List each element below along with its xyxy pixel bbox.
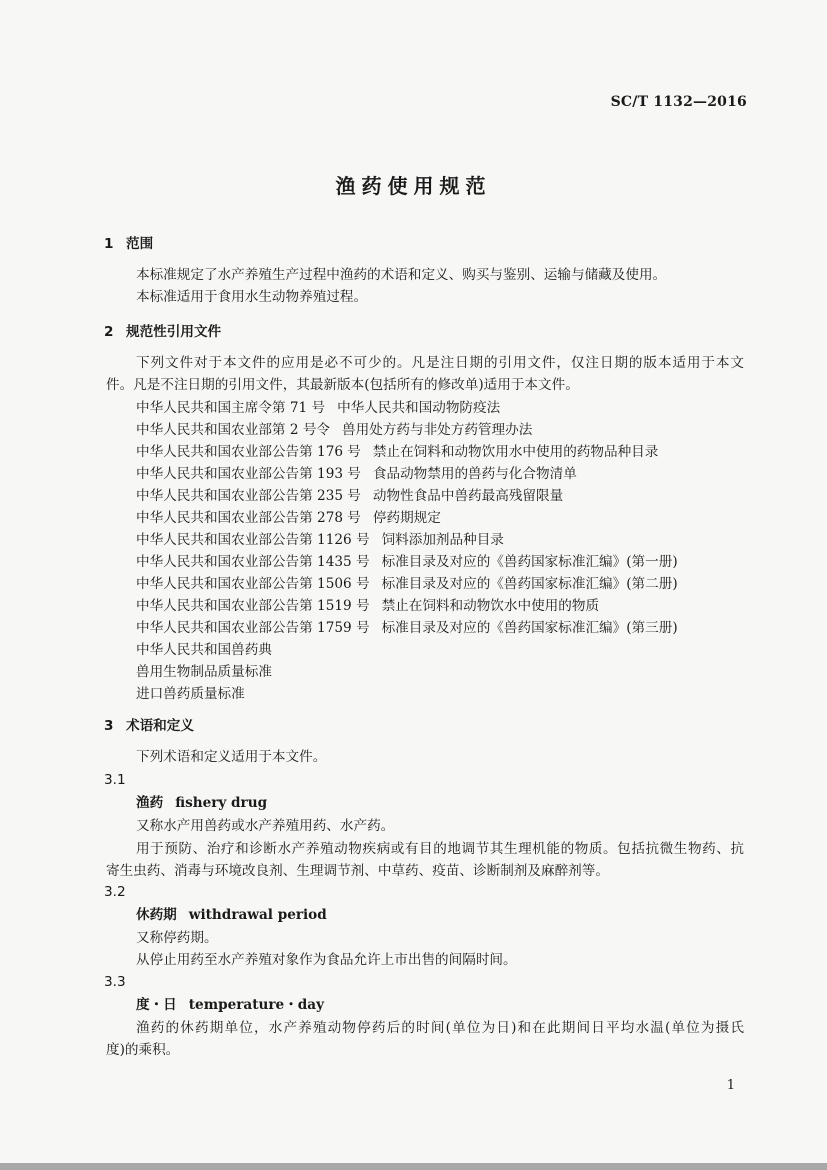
reference-id: 中华人民共和国农业部公告第 176 号 [136, 444, 361, 460]
paragraph: 又称停药期。 [136, 930, 218, 946]
reference-id: 中华人民共和国农业部公告第 1759 号 [136, 620, 370, 636]
reference-id: 中华人民共和国农业部公告第 278 号 [136, 510, 361, 526]
reference-name: 禁止在饲料和动物饮水中使用的物质 [381, 598, 600, 614]
term-en: withdrawal period [188, 907, 327, 923]
term-en: fishery drug [175, 795, 268, 811]
page-number: 1 [726, 1078, 735, 1093]
reference-id: 中华人民共和国农业部公告第 1519 号 [136, 598, 370, 614]
paragraph: 寄生虫药、消毒与环境改良剂、生理调节剂、中草药、疫苗、诊断制剂及麻醉剂等。 [106, 863, 609, 879]
reference-item [136, 552, 678, 572]
paragraph: 下列术语和定义适用于本文件。 [136, 749, 327, 765]
paragraph: 渔药的休药期单位，水产养殖动物停药后的时间(单位为日)和在此期间日平均水温(单位为摄氏 [136, 1020, 744, 1036]
reference-id: 中华人民共和国兽药典 [136, 642, 272, 658]
reference-id: 中华人民共和国农业部公告第 1126 号 [136, 532, 370, 548]
term-number: 3.2 [104, 884, 126, 900]
scan-bottom-edge [0, 1163, 827, 1170]
reference-id: 中华人民共和国农业部第 2 号令 [136, 422, 331, 438]
reference-item [136, 640, 272, 660]
reference-name: 标准目录及对应的《兽药国家标准汇编》(第一册) [381, 554, 678, 570]
term-number: 3.3 [104, 974, 126, 990]
reference-id: 中华人民共和国农业部公告第 1506 号 [136, 576, 370, 592]
reference-name: 中华人民共和国动物防疫法 [337, 400, 501, 416]
reference-item [136, 662, 272, 682]
reference-item [136, 684, 245, 704]
reference-id: 中华人民共和国主席令第 71 号 [136, 400, 326, 416]
paragraph: 件。凡是不注日期的引用文件，其最新版本(包括所有的修改单)适用于本文件。 [106, 377, 579, 393]
section-number: 1 [104, 236, 114, 252]
reference-name: 标准目录及对应的《兽药国家标准汇编》(第三册) [381, 620, 678, 636]
reference-item [136, 464, 577, 484]
term-number: 3.1 [104, 772, 126, 788]
section-number: 2 [104, 324, 114, 340]
reference-item [136, 508, 441, 528]
reference-item [136, 596, 599, 616]
reference-item [136, 398, 500, 418]
reference-name: 饲料添加剂品种目录 [381, 532, 504, 548]
section-number: 3 [104, 718, 114, 734]
reference-item [136, 420, 532, 440]
section-heading-scope [104, 234, 153, 254]
reference-name: 动物性食品中兽药最高残留限量 [372, 488, 564, 504]
term-heading [136, 905, 327, 925]
term-cn: 渔药 [136, 795, 164, 811]
reference-item [136, 530, 504, 550]
reference-id: 兽用生物制品质量标准 [136, 664, 272, 680]
section-title: 范围 [126, 236, 154, 252]
paragraph: 度)的乘积。 [106, 1042, 180, 1058]
reference-id: 中华人民共和国农业部公告第 193 号 [136, 466, 361, 482]
term-cn: 度・日 [136, 997, 177, 1013]
section-heading-terms [104, 716, 194, 736]
paragraph: 又称水产用兽药或水产养殖用药、水产药。 [136, 818, 395, 834]
reference-id: 中华人民共和国农业部公告第 235 号 [136, 488, 361, 504]
page-title: 渔药使用规范 [335, 174, 492, 198]
reference-name: 禁止在饲料和动物饮用水中使用的药物品种目录 [372, 444, 659, 460]
paragraph: 从停止用药至水产养殖对象作为食品允许上市出售的间隔时间。 [136, 952, 517, 968]
section-heading-normative-references [104, 322, 221, 342]
reference-item [136, 442, 658, 462]
reference-name: 标准目录及对应的《兽药国家标准汇编》(第二册) [381, 576, 678, 592]
section-title: 术语和定义 [126, 718, 194, 734]
term-cn: 休药期 [136, 907, 177, 923]
paragraph: 本标准规定了水产养殖生产过程中渔药的术语和定义、购买与鉴别、运输与储藏及使用。 [136, 267, 667, 283]
reference-item [136, 618, 678, 638]
reference-id: 进口兽药质量标准 [136, 686, 245, 702]
reference-name: 兽用处方药与非处方药管理办法 [342, 422, 533, 438]
term-heading [136, 793, 267, 813]
paragraph: 下列文件对于本文件的应用是必不可少的。凡是注日期的引用文件，仅注日期的版本适用于本文 [136, 355, 744, 371]
reference-id: 中华人民共和国农业部公告第 1435 号 [136, 554, 370, 570]
reference-item [136, 486, 563, 506]
reference-name: 食品动物禁用的兽药与化合物清单 [372, 466, 577, 482]
paragraph: 用于预防、治疗和诊断水产养殖动物疾病或有目的地调节其生理机能的物质。包括抗微生物药、抗 [136, 841, 744, 857]
term-en: temperature・day [188, 997, 324, 1013]
reference-item [136, 574, 678, 594]
reference-name: 停药期规定 [372, 510, 441, 526]
standard-code: SC/T 1132—2016 [610, 94, 747, 110]
term-heading [136, 995, 324, 1015]
section-title: 规范性引用文件 [126, 324, 222, 340]
paragraph: 本标准适用于食用水生动物养殖过程。 [136, 289, 368, 305]
